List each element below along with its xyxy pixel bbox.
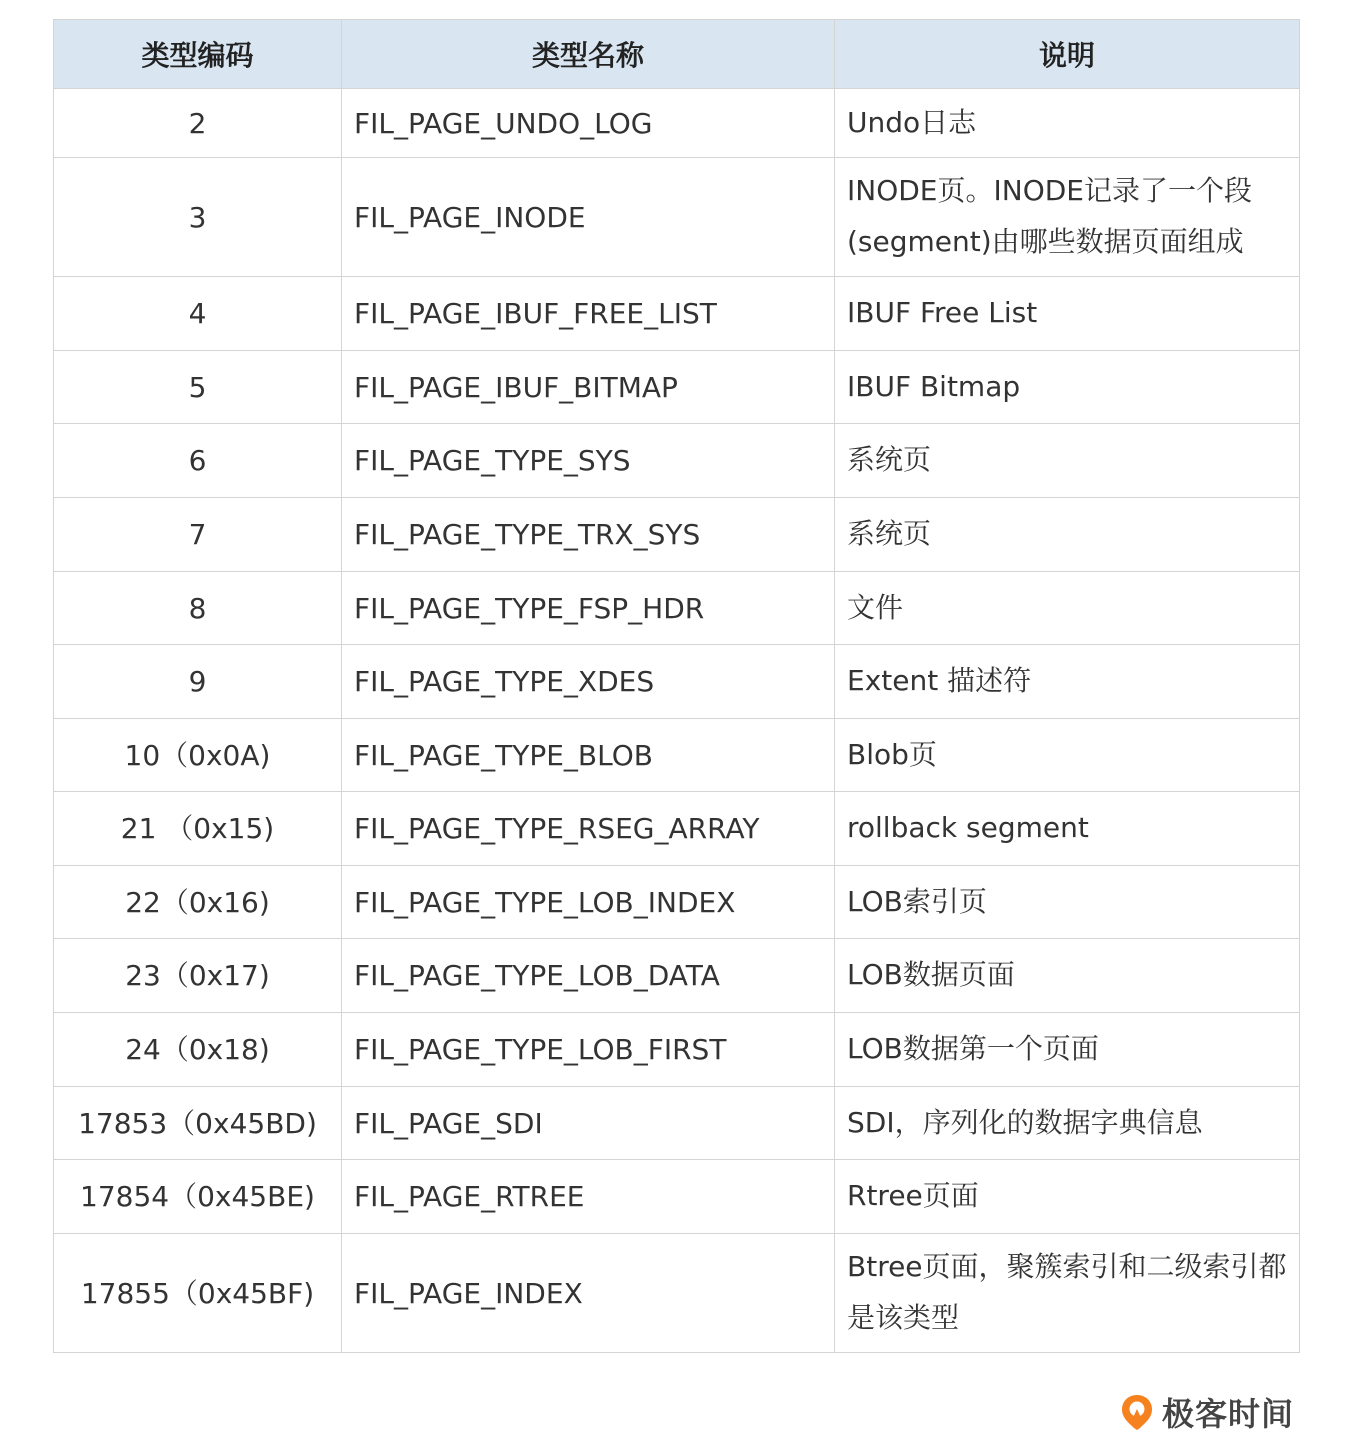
type-name-cell: FIL_PAGE_TYPE_TRX_SYS xyxy=(342,498,835,572)
type-code-cell: 10（0x0A) xyxy=(54,719,342,792)
type-name-cell: FIL_PAGE_TYPE_LOB_INDEX xyxy=(342,866,835,939)
table-row xyxy=(54,645,1300,719)
description-cell: rollback segment xyxy=(835,792,1300,866)
type-code-cell: 24（0x18) xyxy=(54,1013,342,1087)
table-row xyxy=(54,1087,1300,1160)
type-name-cell: FIL_PAGE_UNDO_LOG xyxy=(342,89,835,158)
logo-text: 极客时间 xyxy=(1162,1395,1295,1433)
type-name-cell: FIL_PAGE_SDI xyxy=(342,1087,835,1160)
type-name-cell: FIL_PAGE_TYPE_BLOB xyxy=(342,719,835,792)
type-name-cell: FIL_PAGE_IBUF_FREE_LIST xyxy=(342,277,835,351)
type-code-cell: 17853（0x45BD) xyxy=(54,1087,342,1160)
table-row xyxy=(54,1013,1300,1087)
type-code-cell: 3 xyxy=(54,158,342,277)
type-name-cell: FIL_PAGE_TYPE_LOB_DATA xyxy=(342,939,835,1013)
description-cell: LOB索引页 xyxy=(835,866,1300,939)
type-name-cell: FIL_PAGE_TYPE_RSEG_ARRAY xyxy=(342,792,835,866)
type-name-cell: FIL_PAGE_RTREE xyxy=(342,1160,835,1234)
geektime-logo xyxy=(1120,1390,1294,1434)
type-name-cell: FIL_PAGE_TYPE_XDES xyxy=(342,645,835,719)
type-code-cell: 4 xyxy=(54,277,342,351)
description-cell: Btree页面，聚簇索引和二级索引都是该类型 xyxy=(835,1234,1300,1353)
description-cell: IBUF Free List xyxy=(835,277,1300,351)
description-cell: Rtree页面 xyxy=(835,1160,1300,1234)
description-cell: Extent 描述符 xyxy=(835,645,1300,719)
type-code-cell: 6 xyxy=(54,424,342,498)
description-cell: LOB数据第一个页面 xyxy=(835,1013,1300,1087)
header-description: 说明 xyxy=(835,20,1300,89)
type-code-cell: 9 xyxy=(54,645,342,719)
type-name-cell: FIL_PAGE_TYPE_SYS xyxy=(342,424,835,498)
table-row xyxy=(54,158,1300,277)
type-name-cell: FIL_PAGE_IBUF_BITMAP xyxy=(342,351,835,424)
type-name-cell: FIL_PAGE_TYPE_FSP_HDR xyxy=(342,572,835,645)
type-code-cell: 5 xyxy=(54,351,342,424)
table-row xyxy=(54,572,1300,645)
table-row xyxy=(54,866,1300,939)
type-name-cell: FIL_PAGE_TYPE_LOB_FIRST xyxy=(342,1013,835,1087)
type-code-cell: 17854（0x45BE) xyxy=(54,1160,342,1234)
type-code-cell: 7 xyxy=(54,498,342,572)
table-row xyxy=(54,498,1300,572)
type-name-cell: FIL_PAGE_INODE xyxy=(342,158,835,277)
table-row xyxy=(54,719,1300,792)
type-code-cell: 8 xyxy=(54,572,342,645)
type-code-cell: 21 （0x15) xyxy=(54,792,342,866)
table-row xyxy=(54,792,1300,866)
type-code-cell: 2 xyxy=(54,89,342,158)
table-header-row xyxy=(54,20,1300,89)
type-code-cell: 17855（0x45BF) xyxy=(54,1234,342,1353)
description-cell: 系统页 xyxy=(835,498,1300,572)
description-cell: Undo日志 xyxy=(835,89,1300,158)
table-row xyxy=(54,277,1300,351)
table-row xyxy=(54,424,1300,498)
description-cell: 系统页 xyxy=(835,424,1300,498)
description-cell: IBUF Bitmap xyxy=(835,351,1300,424)
table-row xyxy=(54,939,1300,1013)
description-cell: INODE页。INODE记录了一个段(segment)由哪些数据页面组成 xyxy=(835,158,1300,277)
type-name-cell: FIL_PAGE_INDEX xyxy=(342,1234,835,1353)
description-cell: Blob页 xyxy=(835,719,1300,792)
type-code-cell: 22（0x16) xyxy=(54,866,342,939)
description-cell: 文件 xyxy=(835,572,1300,645)
header-type-name: 类型名称 xyxy=(342,20,835,89)
geektime-logo-icon xyxy=(1120,1393,1154,1431)
header-type-code: 类型编码 xyxy=(54,20,342,89)
table-row xyxy=(54,1234,1300,1353)
page-type-table xyxy=(53,19,1300,1353)
table-row xyxy=(54,1160,1300,1234)
table-row xyxy=(54,351,1300,424)
table-row xyxy=(54,89,1300,158)
type-code-cell: 23（0x17) xyxy=(54,939,342,1013)
description-cell: SDI，序列化的数据字典信息 xyxy=(835,1087,1300,1160)
description-cell: LOB数据页面 xyxy=(835,939,1300,1013)
